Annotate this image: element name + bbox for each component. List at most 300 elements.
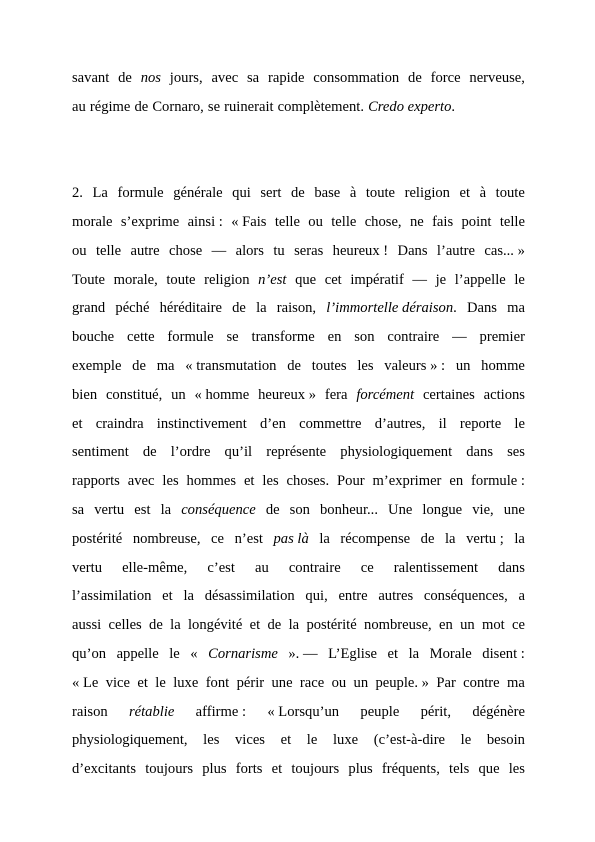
word-group [356,381,414,410]
word: celles [108,617,142,634]
word: rapports [72,473,120,490]
word: savant [72,70,110,86]
word: morale [72,213,113,230]
word-group [507,669,525,698]
word: l’appelle [454,271,506,288]
word-group [195,381,250,410]
word-group [268,64,304,93]
word: longue [422,501,463,518]
word-group [460,410,501,439]
word: le [306,732,318,749]
word-group [421,698,451,727]
word: je [435,271,447,288]
word: a [518,588,525,605]
word: toujours [145,761,194,778]
word: régime [89,98,131,115]
word-group [208,93,220,122]
word: l’ordre [170,444,211,461]
word-group [308,208,323,237]
word: luxe [332,732,359,749]
word-group [449,467,463,496]
word: l’assimilation [72,588,152,605]
word: seras [294,242,324,259]
word-group [328,640,377,669]
word-group [278,93,364,122]
word-group [507,294,525,323]
text-line [72,726,525,755]
text-line [72,755,525,784]
word: heureux » [258,386,317,403]
word: nos [140,70,161,86]
word-group [295,266,316,295]
word-group [106,669,130,698]
word: de [232,300,246,317]
word: et [249,617,261,634]
word-group [350,266,404,295]
word: récompense [340,530,411,547]
word-group [72,525,122,554]
word: ou [331,674,347,691]
word-group [72,726,188,755]
text-line [72,467,525,496]
word: de [420,530,435,547]
word-group [482,611,505,640]
word: luxe [173,674,199,691]
word: de [134,98,149,115]
word-group [288,640,317,669]
word: commettre [299,415,362,432]
word: aussi [72,617,102,634]
word-group [480,323,525,352]
word-group [155,669,166,698]
word: . [451,98,456,115]
word: d’en [259,415,286,432]
word: tels [449,761,470,778]
word-group [504,496,525,525]
word-group [364,611,432,640]
word: rapide [267,70,305,86]
word: bonheur... [320,501,378,518]
word: d’autres, [374,415,426,432]
word-group [250,611,261,640]
word-group [290,496,310,525]
word-group [455,266,506,295]
word: et [72,415,83,432]
word: appelle [116,645,159,662]
word-group [277,294,316,323]
word: sert [260,185,282,202]
word: le [514,415,525,432]
word: de [118,70,132,86]
word: la [288,617,300,634]
word: toute [495,185,525,202]
word: telle [95,242,122,259]
word-group [187,467,236,496]
word: les [262,473,279,490]
word: valeurs » : [384,357,446,374]
word-group [93,179,108,208]
word: « [190,645,198,662]
word: autre [130,242,160,259]
word-group [348,755,372,784]
word-group [272,755,283,784]
word: disent : [482,645,525,662]
word: générale [173,185,223,202]
word-group [205,582,295,611]
word: bien [72,386,98,403]
word-group [519,582,525,611]
word-group [300,669,324,698]
word-group [460,179,471,208]
word: telle [499,213,525,230]
word: actions [483,386,525,403]
word-group [408,64,422,93]
word-group [463,669,499,698]
word-group [469,64,525,93]
word-group [340,525,410,554]
word: ou [72,242,87,259]
word: ou [308,213,323,230]
word-group [512,611,525,640]
word: postérité [306,617,357,634]
word: force [430,70,461,86]
word-group [431,64,461,93]
word-group [271,669,292,698]
word-group [480,179,486,208]
word: ma [507,674,525,691]
word-group [169,237,202,266]
word: la [256,300,267,317]
word-group [115,294,149,323]
word: hommes [186,473,237,490]
word: ses [507,444,525,461]
text-line [72,323,525,352]
word: de [287,357,301,374]
word: constitué, [105,386,163,403]
word-group [331,208,356,237]
word-group [472,496,493,525]
text-line [72,381,525,410]
word: cas... » [484,242,525,259]
word-group [202,755,226,784]
word-group [514,266,525,295]
word: formule [167,329,214,346]
word-group [185,352,276,381]
text-line [72,496,525,525]
word-group [181,496,256,525]
word-group [421,525,435,554]
word-group [173,179,222,208]
word: elle-même, [122,559,188,576]
word: un [353,674,369,691]
word: transforme [251,329,315,346]
word: telle [331,213,357,230]
word: dégénère [472,703,525,720]
word-group [472,698,525,727]
word: les [357,357,374,374]
word-group [354,323,374,352]
word: qu’il [224,444,253,461]
word-group [509,755,525,784]
word: toutes [311,357,347,374]
word-group [208,640,278,669]
word-group [514,410,525,439]
word-group [436,669,455,698]
word-group [338,582,367,611]
word: de [142,444,157,461]
word: ne [409,213,424,230]
word: forcément [356,386,415,403]
word-group [128,467,155,496]
word-group [337,467,365,496]
word: Cornarisme [208,645,278,662]
word-group [481,352,525,381]
word-group [203,726,219,755]
word-group [232,294,246,323]
text-line [72,237,525,266]
word: avec [127,473,155,490]
word: Une [388,501,413,518]
text-line [72,698,525,727]
text-line [72,554,525,583]
word-group [211,525,224,554]
word: se [207,98,221,115]
word: et [459,185,471,202]
word-group [262,467,278,496]
word: — [211,242,227,259]
word-group [432,208,453,237]
word: base [314,185,341,202]
word: représente [266,444,327,461]
word: les [508,761,525,778]
word: contre [463,674,500,691]
word-group [460,611,475,640]
word-group [255,554,269,583]
word-group [319,525,330,554]
word: périt, [420,703,452,720]
word-group [207,554,235,583]
word-group [252,323,315,352]
word-group [357,352,373,381]
word-group [72,266,105,295]
word-group [496,179,525,208]
word: homme [481,357,525,374]
document-page [72,64,525,784]
word: 2. [72,185,83,202]
word-group [325,381,348,410]
word: le [155,674,166,691]
word: le [460,732,472,749]
word: reporte [459,415,502,432]
word: fréquents, [381,761,440,778]
word-group [137,669,148,698]
word: l’immortelle déraison [326,300,454,317]
word-group [211,64,238,93]
word-group [388,640,399,669]
word-group [196,698,246,727]
word-group [409,640,420,669]
word-group [162,467,178,496]
word: une [271,674,293,691]
word: telle [274,213,300,230]
word-group [72,208,113,237]
word: Dans [466,300,497,317]
word-group [514,525,525,554]
word: chose [169,242,203,259]
word: nombreuse, [364,617,432,634]
word-group [183,582,194,611]
word: de [408,70,422,86]
word-group [72,438,129,467]
word-group [289,611,300,640]
word-group [258,266,286,295]
word-group [365,208,402,237]
word: au [254,559,269,576]
word-group [117,179,163,208]
word-group [72,294,105,323]
word-group [387,323,439,352]
word: ruinerait [224,98,274,115]
text-line [72,266,525,295]
word-group [235,726,265,755]
word-group [484,237,525,266]
word: raison [72,703,108,720]
word: vertu [94,501,125,518]
word: toujours [291,761,340,778]
word-group [72,611,101,640]
word-group [471,467,525,496]
word: L’Eglise [328,645,377,662]
word: ralentissement [393,559,479,576]
word: jours, [169,70,203,86]
word: son [289,501,310,518]
word-group [206,669,230,698]
word-group [72,669,98,698]
word: de [291,185,305,202]
word-group [368,93,455,122]
word-group [281,726,292,755]
word: la [183,588,194,605]
word-group [267,698,339,727]
word-group [467,294,497,323]
word-group [157,410,247,439]
word-group [204,266,249,295]
word-group [160,294,222,323]
word-group [333,237,389,266]
text-line [72,294,525,323]
word: conséquence [181,501,256,518]
word: Cornaro, [152,98,204,115]
word-group [375,410,426,439]
word-group [466,525,504,554]
word: physiologiquement, [72,732,188,749]
word-group [412,266,427,295]
word: le [169,645,180,662]
word-group [72,93,86,122]
word-group [320,496,378,525]
word-group [72,496,84,525]
word: ma [156,357,175,374]
word: chose, [364,213,402,230]
word: fais [432,213,454,230]
word: un [455,357,471,374]
word: de [132,357,146,374]
word-group [410,208,424,237]
word: sa [72,501,85,518]
word-group [439,410,447,439]
word: . [453,300,457,317]
word-group [287,352,301,381]
word-group [332,669,347,698]
word-group [170,64,203,93]
word-group [289,554,341,583]
word-group [354,669,369,698]
word: à [479,185,487,202]
word: et [162,588,173,605]
word: peuple [360,703,400,720]
word-group [171,438,211,467]
word-group [375,669,429,698]
word: (c’est-à-dire [373,732,446,749]
word-group [72,640,106,669]
word: ce [512,617,525,634]
word: périr [236,674,265,691]
word-group [436,266,447,295]
word-group [169,640,180,669]
word: besoin [486,732,525,749]
word-group [72,698,108,727]
word-group [133,525,201,554]
word-group [224,93,273,122]
word: et [387,645,399,662]
word: affirme : [195,703,247,720]
word: et [137,674,148,691]
word: choses. [286,473,330,490]
word: d’excitants [72,761,137,778]
word-group [333,726,358,755]
word-group [267,611,281,640]
word-group [507,438,525,467]
word: héréditaire [159,300,222,317]
word: premier [479,329,525,346]
word-group [247,64,259,93]
paragraph-2-formule-generale [72,179,525,784]
word: rétablie [128,703,175,720]
word-group [188,611,242,640]
word: Dans [397,242,428,259]
word-group [130,237,159,266]
word-group [122,554,187,583]
word: — [412,271,427,288]
text-line [72,179,525,208]
word-group [314,179,340,208]
word: la [319,530,330,547]
word: son [354,329,375,346]
word: contraire [288,559,341,576]
word-group [96,237,121,266]
word: de [265,501,280,518]
word-group [466,438,493,467]
word-group [328,323,342,352]
word: un [171,386,186,403]
word: cette [127,329,155,346]
word-group [114,266,158,295]
word: autres [378,588,414,605]
word-group [452,323,467,352]
word: postérité [72,530,123,547]
text-line [72,438,525,467]
word-group [118,64,132,93]
